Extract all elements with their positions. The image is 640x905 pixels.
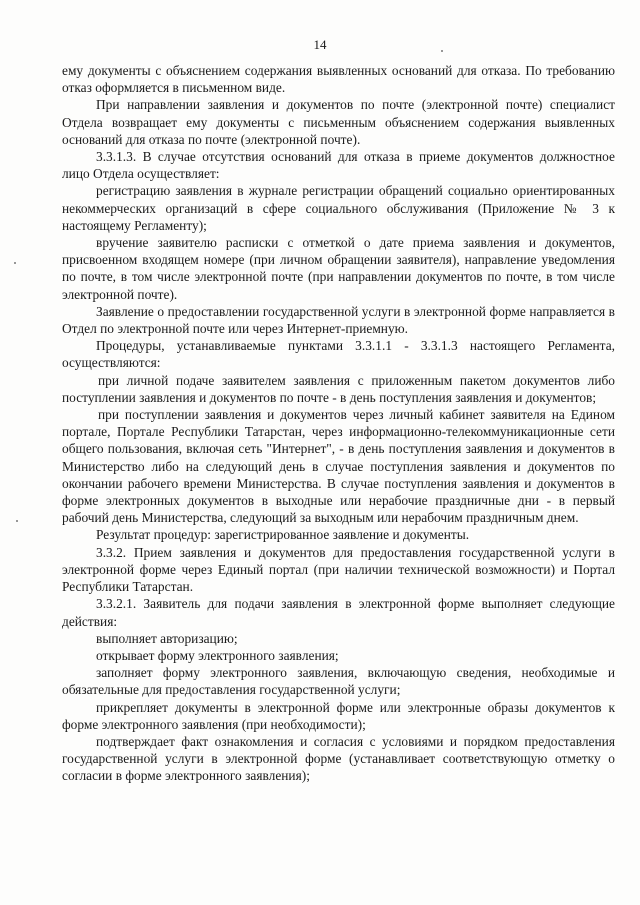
list-item: подтверждает факт ознакомления и согласия с условиями и порядком предоставления государственной услуги в электронной форме (устанавливает соответствующую отметку о согласии в форме электронного заявления); — [62, 733, 615, 784]
list-item: открывает форму электронного заявления; — [96, 647, 339, 663]
scan-speck — [14, 262, 16, 264]
paragraph-clause-3-3-2-1: 3.3.2.1. Заявитель для подачи заявления в электронной форме выполняет следующие действия: — [62, 596, 615, 629]
paragraph-clause-3-3-1-3: 3.3.1.3. В случае отсутствия оснований для отказа в приеме документов должностное лицо Отдела осуществляет: — [62, 149, 615, 182]
paragraph: При направлении заявления и документов по почте (электронной почте) специалист Отдела возвращает ему документы с письменным объяснением содержания выявленных оснований для отказа по почте (электронной почте). — [62, 97, 615, 147]
paragraph: при личной подаче заявителем заявления с приложенным пакетом документов либо поступлении заявления и документов по почте - в день поступления заявления и документов; — [62, 372, 615, 405]
paragraph: Процедуры, устанавливаемые пунктами 3.3.1.1 - 3.3.1.3 настоящего Регламента, осуществляются: — [62, 338, 615, 371]
scan-speck — [441, 50, 443, 52]
paragraph-continuation: ему документы с объяснением содержания выявленных оснований для отказа. По требованию отказ оформляется в письменном виде. — [62, 63, 615, 96]
paragraph: при поступлении заявления и документов через личный кабинет заявителя на Едином портале, Портале Республики Татарстан, через информационно-телекоммуникационные сети общего пользования, включая сеть "Интернет", - в день поступления заявления и документов в Министерство либо на следующий день в случае поступления заявления и документов по окончании рабочего времени Министерства. В случае поступления заявления и документов в форме электронных документов в выходные или нерабочие праздничные дни - в первый рабочий день Министерства, следующий за выходным или нерабочим праздничным днем. — [62, 407, 615, 526]
paragraph-clause-3-3-2: 3.3.2. Прием заявления и документов для предоставления государственной услуги в электронной форме через Единый портал (при наличии технической возможности) и Портал Республики Татарстан. — [62, 544, 615, 595]
list-item: заполняет форму электронного заявления, включающую сведения, необходимые и обязательные для предоставления государственной услуги; — [62, 665, 615, 698]
document-body — [62, 62, 615, 785]
list-item: выполняет авторизацию; — [96, 630, 238, 646]
paragraph: вручение заявителю расписки с отметкой о дате приема заявления и документов, присвоенном входящем номере (при личном обращении заявителя), направление уведомления по почте, в том числе электронной почте (при направлении документов по почте, в том числе электронной почте). — [62, 235, 615, 302]
scan-speck — [16, 520, 18, 522]
paragraph: регистрацию заявления в журнале регистрации обращений социально ориентированных некоммерческих организаций в сфере социального обслуживания (Приложение № 3 к настоящему Регламенту); — [62, 183, 615, 233]
page-number: 14 — [313, 37, 327, 52]
paragraph: Заявление о предоставлении государственной услуги в электронной форме направляется в Отдел по электронной почте или через Интернет-приемную. — [62, 303, 615, 337]
list-item: прикрепляет документы в электронной форме или электронные образы документов к форме электронного заявления (при необходимости); — [62, 699, 615, 732]
paragraph: Результат процедур: зарегистрированное заявление и документы. — [96, 527, 470, 543]
